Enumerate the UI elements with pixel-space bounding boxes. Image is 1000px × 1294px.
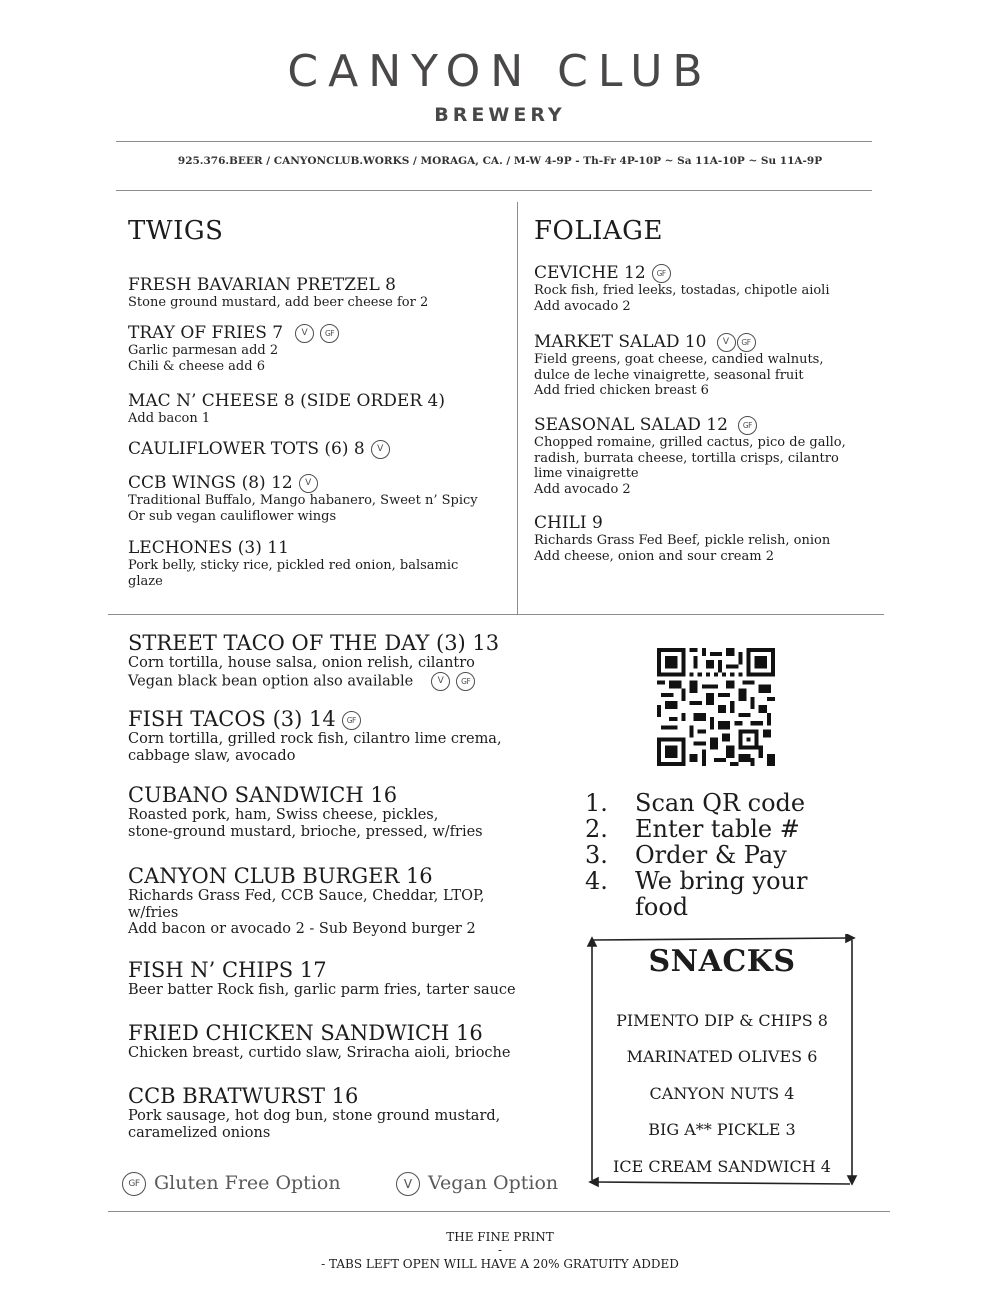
item-name: STREET TACO OF THE DAY (3) 13 [128,631,500,655]
vegan-icon: V [396,1172,420,1196]
legend-label: Vegan Option [428,1172,559,1194]
item-desc: Field greens, goat cheese, candied walnuts, [534,352,824,367]
order-step [585,842,845,868]
item-name: CAULIFLOWER TOTS (6) 8 [128,439,365,459]
item-desc: dulce de leche vinaigrette, seasonal fruit [534,367,804,383]
menu-item-cauliflower-tots [128,439,528,459]
item-name: MARKET SALAD 10 [534,332,707,352]
step-text: Scan QR code [635,789,806,817]
snack-item: BIG A** PICKLE 3 [648,1120,796,1139]
item-desc: Chicken breast, curtido slaw, Sriracha aioli, brioche [128,1045,511,1061]
item-desc: Beer batter Rock fish, garlic parm fries, tarter sauce [128,982,516,998]
step-number: 1. [585,789,608,817]
menu-item-fries [128,323,528,374]
order-steps [585,790,845,920]
item-name: LECHONES (3) 11 [128,538,289,558]
item-desc: cabbage slaw, avocado [128,747,296,764]
item-name-row [128,439,528,459]
step-number: 3. [585,841,608,869]
item-desc: Add cheese, onion and sour cream 2 [534,548,774,564]
legend-gluten-free [122,1172,341,1196]
item-desc: lime vinaigrette [534,466,639,481]
footer-rule [108,1211,890,1212]
order-step [585,816,845,842]
item-desc-row [128,672,548,691]
item-name: CEVICHE 12 [534,263,646,283]
fine-print-dash: - [497,1243,503,1257]
item-desc: Pork sausage, hot dog bun, stone ground mustard, [128,1108,501,1124]
step-text: Enter table # [635,815,800,843]
step-number: 2. [585,815,608,843]
vegan-icon: V [295,324,314,343]
item-desc: Richards Grass Fed, CCB Sauce, Cheddar, LTOP, [128,888,485,904]
section-rule [108,614,884,615]
menu-item-wings [128,473,518,524]
item-name: CUBANO SANDWICH 16 [128,783,398,807]
fine-print-title: THE FINE PRINT [446,1230,554,1244]
vegan-icon: V [717,333,736,352]
item-desc: Add avocado 2 [534,481,631,497]
item-name: FRIED CHICKEN SANDWICH 16 [128,1021,483,1045]
menu-item-fried-chicken [128,1021,558,1062]
snack-item: MARINATED OLIVES 6 [626,1047,818,1066]
item-name-row [534,415,884,435]
item-name-row [128,707,548,731]
item-name: CCB BRATWURST 16 [128,1084,359,1108]
fine-print-line: - TABS LEFT OPEN WILL HAVE A 20% GRATUITY ADDED [321,1257,679,1271]
item-desc: Add bacon or avocado 2 - Sub Beyond burger 2 [128,921,476,937]
vegan-icon: V [371,440,390,459]
menu-item-mac-cheese [128,391,528,427]
order-step [585,790,845,816]
contact-line: 925.376.BEER / CANYONCLUB.WORKS / MORAGA, CA. / M-W 4-9P - Th-Fr 4P-10P ~ Sa 11A-10P ~ Su 11A-9P [177,155,823,167]
item-desc: caramelized onions [128,1124,271,1141]
item-desc: Corn tortilla, grilled rock fish, cilantro lime crema, [128,731,502,747]
step-number: 4. [585,867,608,895]
qr-code[interactable] [657,648,775,766]
item-name-row [534,332,934,352]
order-step [585,868,845,920]
menu-item-seasonal-salad [534,415,884,497]
menu-item-market-salad [534,332,934,399]
gluten-free-icon: GF [456,672,475,691]
gluten-free-icon: GF [342,711,361,730]
item-name: SEASONAL SALAD 12 [534,415,728,435]
item-desc: Pork belly, sticky rice, pickled red onion, balsamic [128,558,459,573]
header-rule-top [116,141,872,142]
item-desc: Roasted pork, ham, Swiss cheese, pickles, [128,807,439,823]
snacks-title: SNACKS [648,944,796,979]
gluten-free-icon: GF [738,416,757,435]
brand-name: CANYON CLUB [287,46,713,97]
item-desc: Add fried chicken breast 6 [534,383,709,398]
legend-vegan [396,1172,558,1196]
step-text: Order & Pay [635,841,787,869]
snack-item: ICE CREAM SANDWICH 4 [613,1157,831,1176]
gluten-free-icon: GF [737,333,756,352]
vegan-icon: V [299,474,318,493]
item-desc: Or sub vegan cauliflower wings [128,508,337,524]
menu-item-ceviche [534,263,934,314]
item-name: FRESH BAVARIAN PRETZEL 8 [128,275,396,295]
item-name: CCB WINGS (8) 12 [128,473,293,493]
item-name: FISH N’ CHIPS 17 [128,958,327,982]
snack-item: CANYON NUTS 4 [649,1084,795,1103]
item-desc: Garlic parmesan add 2 [128,343,279,358]
menu-item-burger [128,864,548,938]
gluten-free-icon: GF [122,1172,146,1196]
menu-item-chili [534,513,934,564]
item-desc: radish, burrata cheese, tortilla crisps, cilantro [534,450,839,466]
item-name: FISH TACOS (3) 14 [128,707,336,731]
item-desc: Traditional Buffalo, Mango habanero, Sweet n’ Spicy [128,493,478,508]
legend-label: Gluten Free Option [154,1172,341,1194]
gluten-free-icon: GF [652,264,671,283]
item-desc: Richards Grass Fed Beef, pickle relish, onion [534,533,831,548]
item-desc: Rock fish, fried leeks, tostadas, chipotle aioli [534,283,830,298]
item-name-row [128,473,518,493]
section-title-twigs: TWIGS [128,216,224,246]
item-name-row [534,263,934,283]
item-name: MAC N’ CHEESE 8 (SIDE ORDER 4) [128,391,445,411]
section-title-foliage: FOLIAGE [534,216,663,246]
menu-item-fish-tacos [128,707,548,764]
menu-item-cubano [128,783,548,840]
item-desc: Add bacon 1 [128,411,211,426]
item-desc: Chili & cheese add 6 [128,358,265,374]
menu-item-fish-chips [128,958,558,999]
menu-item-lechones [128,538,528,589]
item-desc: stone-ground mustard, brioche, pressed, w/fries [128,823,483,840]
brand-subtitle: BREWERY [434,104,566,126]
item-desc: Chopped romaine, grilled cactus, pico de gallo, [534,435,846,450]
snack-item: PIMENTO DIP & CHIPS 8 [616,1011,828,1030]
item-desc: Vegan black bean option also available [128,673,414,689]
menu-item-pretzel [128,275,528,311]
step-text: We bring your food [635,867,808,921]
menu-item-street-taco [128,631,548,691]
item-name: CANYON CLUB BURGER 16 [128,864,433,888]
item-desc: Add avocado 2 [534,298,631,314]
item-name: CHILI 9 [534,513,603,533]
gluten-free-icon: GF [320,324,339,343]
item-desc: Corn tortilla, house salsa, onion relish, cilantro [128,655,475,671]
item-desc: glaze [128,573,163,589]
menu-item-bratwurst [128,1084,558,1141]
item-desc: w/fries [128,904,179,921]
header-rule-bottom [116,190,872,191]
item-name: TRAY OF FRIES 7 [128,323,284,343]
item-name-row [128,323,528,343]
vegan-icon: V [431,672,450,691]
item-desc: Stone ground mustard, add beer cheese for 2 [128,295,429,310]
